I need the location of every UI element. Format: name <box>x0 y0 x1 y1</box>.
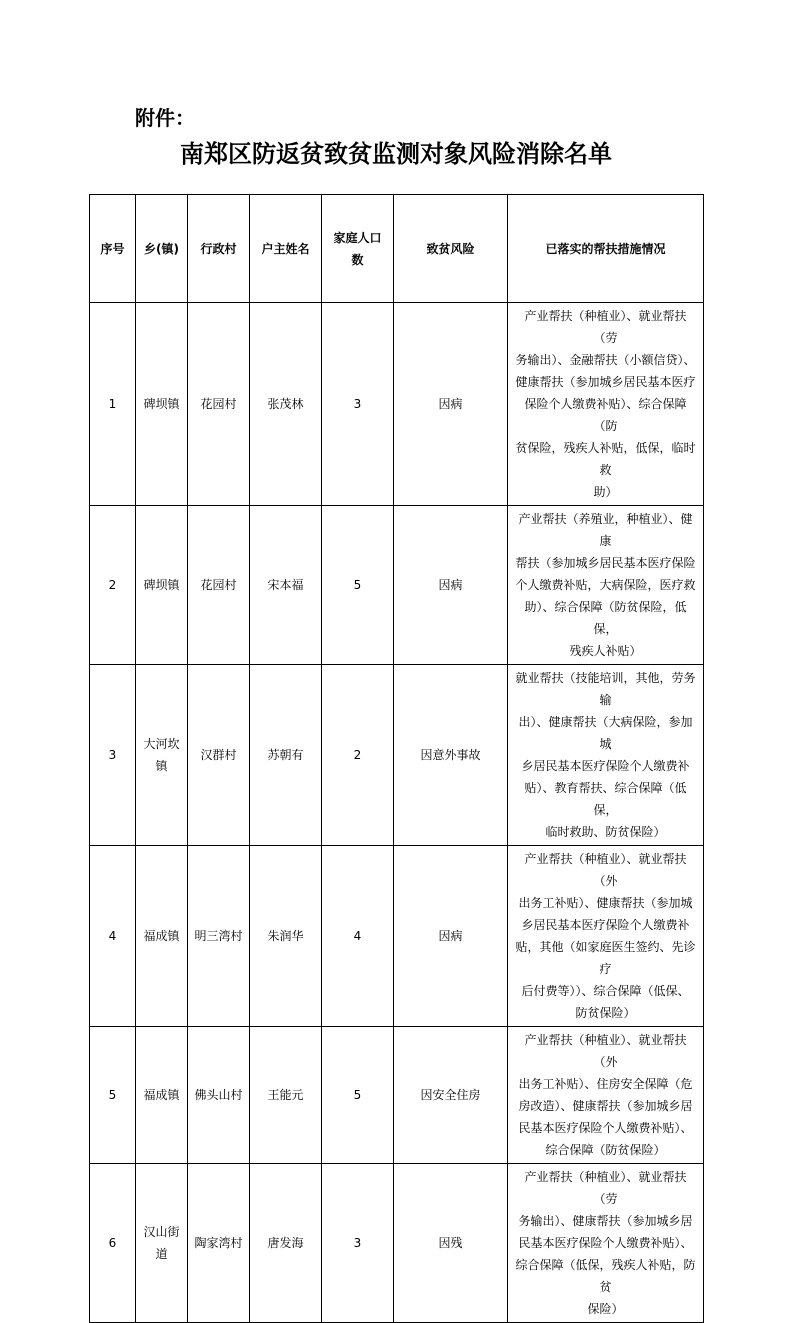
cell-seq: 6 <box>90 1164 136 1323</box>
header-measures: 已落实的帮扶措施情况 <box>508 195 704 303</box>
table-row <box>90 303 704 506</box>
header-family-size-line1: 家庭人口 <box>333 230 382 245</box>
cell-family-size: 4 <box>322 846 394 1027</box>
cell-measures-line: 产业帮扶（种植业）、就业帮扶（外 <box>524 1033 687 1069</box>
cell-town-line: 福成镇 <box>143 929 180 943</box>
cell-measures-line: 出务工补贴）、住房安全保障（危 <box>518 1077 693 1091</box>
cell-town-line: 道 <box>155 1247 168 1261</box>
cell-seq: 1 <box>90 303 136 506</box>
cell-family-size: 3 <box>322 1164 394 1323</box>
cell-family-size: 3 <box>322 303 394 506</box>
cell-measures-line: 民基本医疗保险个人缴费补贴）、 <box>518 1121 693 1135</box>
cell-town-line: 碑坝镇 <box>143 578 180 592</box>
table-row <box>90 1027 704 1164</box>
cell-poverty-risk: 因病 <box>394 846 508 1027</box>
cell-poverty-risk: 因安全住房 <box>394 1027 508 1164</box>
cell-measures-line: 保险） <box>587 1302 624 1316</box>
cell-village: 明三湾村 <box>188 846 250 1027</box>
cell-measures <box>508 1164 704 1323</box>
cell-seq: 5 <box>90 1027 136 1164</box>
header-town: 乡(镇) <box>136 195 188 303</box>
header-village: 行政村 <box>188 195 250 303</box>
cell-measures-line: 综合保障（低保，残疾人补贴，防贫 <box>515 1258 696 1294</box>
table-row <box>90 846 704 1027</box>
cell-household-head: 张茂林 <box>250 303 322 506</box>
table-row <box>90 1164 704 1323</box>
cell-village: 花园村 <box>188 303 250 506</box>
cell-measures-line: 后付费等））、综合保障（低保、 <box>521 984 690 998</box>
header-family-size-line2: 数 <box>351 252 364 267</box>
table-header-row <box>90 195 704 303</box>
cell-measures-line: 综合保障（防贫保险） <box>545 1143 666 1157</box>
cell-town <box>136 846 188 1027</box>
cell-family-size: 5 <box>322 1027 394 1164</box>
cell-household-head: 唐发海 <box>250 1164 322 1323</box>
cell-measures-line: 个人缴费补贴，大病保险，医疗救 <box>515 578 696 592</box>
cell-town <box>136 1027 188 1164</box>
cell-household-head: 王能元 <box>250 1027 322 1164</box>
cell-measures-line: 临时救助、防贫保险） <box>545 825 666 839</box>
cell-poverty-risk: 因意外事故 <box>394 665 508 846</box>
cell-town <box>136 506 188 665</box>
cell-measures-line: 残疾人补贴） <box>569 644 642 658</box>
cell-measures-line: 房改造）、健康帮扶（参加城乡居 <box>518 1099 693 1113</box>
cell-village: 佛头山村 <box>188 1027 250 1164</box>
cell-seq: 3 <box>90 665 136 846</box>
cell-village: 陶家湾村 <box>188 1164 250 1323</box>
risk-elimination-table <box>89 194 704 1323</box>
cell-seq: 4 <box>90 846 136 1027</box>
cell-measures-line: 产业帮扶（种植业）、就业帮扶（外 <box>524 852 687 888</box>
table-row <box>90 665 704 846</box>
cell-measures <box>508 1027 704 1164</box>
cell-family-size: 5 <box>322 506 394 665</box>
cell-town-line: 大河坎 <box>143 737 180 751</box>
cell-measures-line: 健康帮扶（参加城乡居民基本医疗 <box>515 375 696 389</box>
cell-measures-line: 出务工补贴）、健康帮扶（参加城 <box>518 896 693 910</box>
cell-family-size: 2 <box>322 665 394 846</box>
cell-household-head: 朱润华 <box>250 846 322 1027</box>
document-title: 南郑区防返贫致贫监测对象风险消除名单 <box>180 139 612 168</box>
cell-measures-line: 助） <box>593 485 618 499</box>
header-household-head: 户主姓名 <box>250 195 322 303</box>
cell-measures <box>508 506 704 665</box>
cell-town-line: 碑坝镇 <box>143 397 180 411</box>
cell-household-head: 宋本福 <box>250 506 322 665</box>
cell-town-line: 福成镇 <box>143 1088 180 1102</box>
cell-measures-line: 产业帮扶（种植业）、就业帮扶（劳 <box>524 309 687 345</box>
cell-town-line: 汉山街 <box>143 1225 180 1239</box>
cell-measures <box>508 303 704 506</box>
cell-measures <box>508 846 704 1027</box>
cell-measures-line: 民基本医疗保险个人缴费补贴）、 <box>518 1236 693 1250</box>
cell-measures-line: 出）、健康帮扶（大病保险，参加城 <box>518 715 693 751</box>
cell-town-line: 镇 <box>155 759 168 773</box>
cell-town <box>136 1164 188 1323</box>
cell-town <box>136 665 188 846</box>
cell-measures-line: 乡居民基本医疗保险个人缴费补 <box>521 759 690 773</box>
cell-household-head: 苏朝有 <box>250 665 322 846</box>
cell-poverty-risk: 因病 <box>394 303 508 506</box>
cell-measures-line: 产业帮扶（养殖业，种植业）、健康 <box>518 512 693 548</box>
cell-measures-line: 帮扶（参加城乡居民基本医疗保险 <box>515 556 696 570</box>
header-family-size <box>322 195 394 303</box>
cell-measures-line: 就业帮扶（技能培训，其他，劳务输 <box>515 671 696 707</box>
cell-town <box>136 303 188 506</box>
cell-measures <box>508 665 704 846</box>
cell-measures-line: 保险个人缴费补贴）、综合保障（防 <box>524 397 687 433</box>
header-poverty-risk: 致贫风险 <box>394 195 508 303</box>
cell-measures-line: 贴，其他（如家庭医生签约、先诊疗 <box>515 940 696 976</box>
cell-poverty-risk: 因残 <box>394 1164 508 1323</box>
cell-measures-line: 助）、综合保障（防贫保险，低保， <box>524 600 687 636</box>
cell-measures-line: 贴）、教育帮扶、综合保障（低保， <box>524 781 687 817</box>
cell-poverty-risk: 因病 <box>394 506 508 665</box>
cell-measures-line: 防贫保险） <box>575 1006 636 1020</box>
cell-measures-line: 产业帮扶（种植业）、就业帮扶（劳 <box>524 1170 687 1206</box>
table-row <box>90 506 704 665</box>
cell-village: 花园村 <box>188 506 250 665</box>
header-seq: 序号 <box>90 195 136 303</box>
cell-measures-line: 务输出）、健康帮扶（参加城乡居 <box>518 1214 693 1228</box>
cell-village: 汉群村 <box>188 665 250 846</box>
cell-measures-line: 贫保险，残疾人补贴，低保，临时救 <box>515 441 696 477</box>
cell-measures-line: 务输出）、金融帮扶（小额信贷）、 <box>515 353 696 367</box>
attachment-label: 附件： <box>135 106 195 130</box>
cell-measures-line: 乡居民基本医疗保险个人缴费补 <box>521 918 690 932</box>
cell-seq: 2 <box>90 506 136 665</box>
